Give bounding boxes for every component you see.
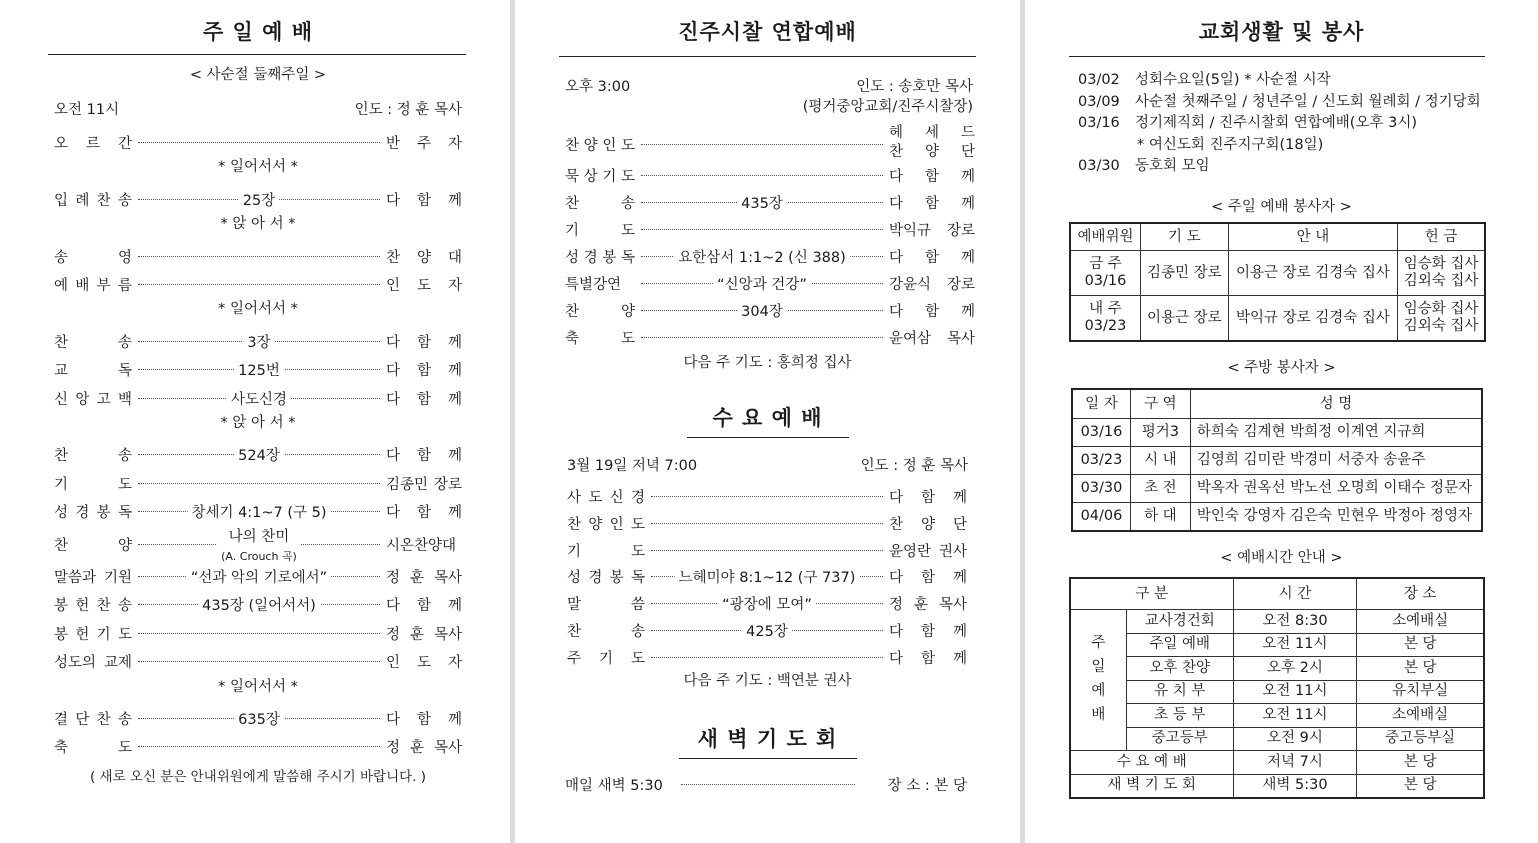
order-person: 다 함 께 — [889, 490, 967, 506]
order-person: 다 함 께 — [386, 505, 462, 522]
table-row: 03/16 평거3 하희숙 김계현 박희정 이계연 지규희 — [1073, 419, 1482, 447]
wednesday-title: 수 요 예 배 — [712, 406, 823, 430]
order-label: 찬 양 — [565, 304, 635, 320]
order-detail: 3장 — [243, 331, 274, 352]
sunday-subtitle: < 사순절 둘째주일 > — [189, 67, 327, 83]
order-detail: 435장 (일어서서) — [198, 594, 320, 615]
order-detail: 느헤미야 8:1~12 (구 737) — [675, 566, 860, 587]
order-detail: 304장 — [737, 300, 787, 321]
kitchen-header: 구 역 — [1130, 390, 1190, 419]
order-item — [54, 356, 462, 378]
order-label: 말씀과 기원 — [54, 570, 132, 586]
table-row: 유 치 부 오전 11시 유치부실 — [1071, 680, 1484, 704]
order-person: 헤 세 드 찬 양 단 — [889, 125, 975, 160]
posture-heading: * 앉 아 서 * — [220, 415, 296, 431]
order-person: 김종민 장로 — [386, 476, 462, 493]
table-row — [1071, 251, 1485, 296]
order-detail: 사도신경 — [227, 388, 291, 409]
order-person: 다 함 께 — [889, 169, 975, 185]
table-row: 수 요 예 배 저녁 7시 본 당 — [1071, 751, 1484, 775]
order-person: 다 함 께 — [386, 363, 462, 380]
order-person: 다 함 께 — [386, 334, 462, 351]
leader-dots — [681, 784, 855, 785]
leader-dots — [651, 657, 883, 658]
order-label: 예 배 부 름 — [54, 278, 132, 294]
order-person: 다 함 께 — [889, 624, 967, 640]
title-underline — [48, 54, 466, 55]
order-detail: 창세기 4:1~7 (구 5) — [187, 501, 330, 522]
order-item — [565, 216, 975, 238]
volunteers-title: < 주일 예배 봉사자 > — [1211, 199, 1352, 215]
order-label: 특별강연 — [565, 277, 622, 293]
table-row: 중고등부 오전 9시 중고등부실 — [1071, 727, 1484, 751]
order-label: 주 기 도 — [567, 650, 645, 667]
order-label: 찬 송 — [54, 334, 132, 351]
church-life-title: 교회생활 및 봉사 — [1198, 20, 1365, 44]
order-detail: “선과 악의 기로에서” — [187, 566, 331, 587]
leader-dots — [641, 144, 883, 145]
order-item — [54, 733, 462, 755]
leader-dots — [641, 175, 883, 176]
guide-cell: 이용근 장로 김경숙 집사 — [1228, 251, 1398, 296]
sunday-title: 주 일 예 배 — [202, 20, 314, 44]
sunday-leader: 인도 : 정 훈 목사 — [354, 102, 462, 118]
union-service-panel — [515, 0, 1020, 843]
order-person: 다 함 께 — [889, 304, 975, 320]
order-label: 묵 상 기 도 — [565, 169, 635, 185]
union-leader-sub: (평거중앙교회/진주시찰장) — [802, 99, 973, 115]
order-label: 신 앙 고 백 — [54, 391, 132, 408]
table-row: 03/30 초 전 박옥자 권옥선 박노선 오명희 이태수 정문자 — [1073, 475, 1482, 503]
prayer-cell: 이용근 장로 — [1140, 296, 1228, 341]
title-underline — [559, 56, 976, 57]
order-person: 정 훈 목사 — [386, 570, 462, 586]
sunday-service-panel — [0, 0, 510, 843]
order-label: 기 도 — [54, 476, 132, 493]
leader-dots — [138, 142, 380, 143]
order-label: 성도의 교제 — [54, 655, 132, 672]
posture-heading: * 일어서서 * — [218, 678, 298, 695]
order-item — [567, 617, 967, 639]
order-item — [54, 591, 462, 613]
order-detail: 나의 찬미 (A. Crouch 곡) — [217, 525, 301, 564]
order-detail: “신앙과 건강” — [713, 273, 811, 294]
kitchen-header: 일 자 — [1073, 390, 1131, 419]
union-title: 진주시찰 연합예배 — [678, 20, 857, 44]
order-label: 성 경 봉 독 — [567, 570, 645, 587]
order-person: 윤여삼 목사 — [889, 331, 975, 347]
schedule-title: < 예배시간 안내 > — [1220, 550, 1343, 566]
wednesday-time: 3월 19일 저녁 7:00 — [567, 458, 698, 474]
wednesday-leader: 인도 : 정 훈 목사 — [860, 458, 968, 474]
order-item — [54, 328, 462, 350]
order-item — [567, 483, 967, 505]
event-date: 03/02 — [1078, 72, 1120, 88]
title-underline — [1069, 56, 1485, 57]
order-detail: 요한삼서 1:1~2 (신 388) — [674, 246, 850, 267]
order-label: 축 도 — [54, 740, 132, 757]
leader-dots — [138, 661, 380, 662]
order-person: 다 함 께 — [386, 192, 462, 209]
order-label: 송 영 — [54, 249, 132, 266]
order-item — [54, 563, 462, 585]
order-item — [54, 271, 462, 293]
table-row: 04/06 하 대 박인숙 강영자 김은숙 민현우 박정아 정영자 — [1073, 503, 1482, 531]
order-label: 봉 헌 기 도 — [54, 626, 132, 643]
event-text: 사순절 첫째주일 / 청년주일 / 신도회 월례회 / 정기당회 — [1135, 93, 1481, 110]
order-person: 다 함 께 — [386, 598, 462, 615]
volunteers-table — [1070, 223, 1485, 341]
dawn-underline — [679, 758, 857, 759]
order-person: 다 함 께 — [386, 712, 462, 728]
order-detail: 125번 — [234, 359, 284, 380]
kitchen-title: < 주방 봉사자 > — [1227, 360, 1336, 376]
order-item — [565, 243, 975, 265]
order-person: 찬 양 단 — [889, 516, 967, 533]
volunteers-header: 헌 금 — [1398, 224, 1485, 251]
volunteers-header: 안 내 — [1228, 224, 1398, 251]
order-item — [565, 162, 975, 184]
order-item — [565, 189, 975, 211]
table-row — [1071, 296, 1485, 341]
order-label: 교 독 — [54, 363, 132, 380]
order-detail: 435장 — [737, 192, 787, 213]
guide-cell: 박익규 장로 김경숙 집사 — [1228, 296, 1398, 341]
order-person: 반 주 자 — [386, 136, 462, 152]
order-item — [567, 644, 967, 666]
order-label: 찬 양 — [54, 537, 132, 554]
order-item — [565, 270, 975, 292]
order-detail: 635장 — [234, 708, 284, 729]
order-item — [54, 620, 462, 642]
order-item — [54, 648, 462, 670]
leader-dots — [138, 746, 380, 747]
leader-dots — [651, 550, 883, 551]
union-leader: 인도 : 송호만 목사 — [856, 79, 973, 95]
event-date: 03/09 — [1078, 93, 1120, 110]
dawn-row — [565, 771, 967, 793]
event-text: * 여신도회 진주지구회(18일) — [1137, 136, 1324, 153]
order-item — [54, 470, 462, 492]
order-person: 인 도 자 — [386, 278, 462, 294]
table-row: 새 벽 기 도 회 새벽 5:30 본 당 — [1071, 774, 1484, 798]
order-item — [54, 243, 462, 265]
church-life-panel — [1025, 0, 1538, 843]
order-item — [54, 705, 462, 727]
schedule-table — [1070, 578, 1484, 798]
event-date: 03/16 — [1078, 115, 1120, 131]
order-person: 박익규 장로 — [889, 223, 975, 239]
wednesday-next-prayer: 다음 주 기도 : 백연분 권사 — [683, 673, 852, 689]
dawn-label: 매일 새벽 5:30 — [565, 778, 663, 794]
leader-dots — [138, 256, 380, 257]
order-person: 다 함 께 — [386, 448, 462, 465]
order-label: 기 도 — [565, 223, 635, 239]
order-item — [565, 297, 975, 319]
prayer-cell: 김종민 장로 — [1140, 251, 1228, 296]
order-label: 찬 송 — [565, 196, 635, 212]
offering-cell: 임승화 집사 김외숙 집사 — [1398, 251, 1485, 296]
leader-dots — [138, 284, 380, 285]
newcomer-note: ( 새로 오신 분은 안내위원에게 말씀해 주시기 바랍니다. ) — [89, 769, 427, 785]
order-item — [565, 125, 975, 160]
volunteers-header: 예배위원 — [1071, 224, 1141, 251]
order-person: 정 훈 목사 — [889, 597, 967, 614]
order-person: 정 훈 목사 — [386, 626, 462, 643]
order-label: 사 도 신 경 — [567, 490, 645, 506]
leader-dots — [641, 229, 883, 230]
order-person: 다 함 께 — [889, 570, 967, 587]
order-label: 성 경 봉 독 — [54, 505, 132, 522]
kitchen-header: 성 명 — [1190, 390, 1481, 419]
order-person: 다 함 께 — [889, 650, 967, 667]
order-item — [565, 324, 975, 346]
order-item — [567, 563, 967, 585]
posture-heading: * 일어서서 * — [218, 301, 298, 318]
order-label: 입 례 찬 송 — [54, 192, 132, 209]
wednesday-underline — [687, 437, 849, 438]
order-item — [567, 537, 967, 559]
order-label: 기 도 — [567, 543, 645, 560]
week-cell: 내 주 03/23 — [1071, 296, 1141, 341]
table-row: 주일 예배 오전 11시 본 당 — [1071, 633, 1484, 657]
order-detail: 425장 — [742, 620, 792, 641]
schedule-header: 시 간 — [1233, 579, 1357, 610]
posture-heading: * 앉 아 서 * — [220, 216, 296, 233]
order-item — [54, 498, 462, 520]
order-item — [567, 510, 967, 532]
event-text: 동호회 모임 — [1135, 158, 1210, 174]
event-date: 03/30 — [1078, 158, 1120, 174]
schedule-header: 구 분 — [1071, 579, 1234, 610]
order-label: 축 도 — [565, 331, 635, 347]
volunteers-header: 기 도 — [1140, 224, 1228, 251]
order-label: 찬 송 — [567, 624, 645, 640]
week-cell: 금 주 03/16 — [1071, 251, 1141, 296]
table-row: 초 등 부 오전 11시 소예배실 — [1071, 704, 1484, 728]
offering-cell: 임승화 집사 김외숙 집사 — [1398, 296, 1485, 341]
order-person: 인 도 자 — [386, 655, 462, 672]
order-person: 다 함 께 — [386, 391, 462, 408]
sunday-time: 오전 11시 — [54, 102, 120, 118]
order-person: 시온찬양대 — [386, 537, 457, 554]
event-text: 정기제직회 / 진주시찰회 연합예배(오후 3시) — [1135, 115, 1417, 131]
order-label: 찬 양 인 도 — [565, 138, 635, 154]
leader-dots — [651, 496, 883, 497]
leader-dots — [651, 523, 883, 524]
order-person: 다 함 께 — [889, 196, 975, 212]
leader-dots — [138, 483, 380, 484]
order-person: 다 함 께 — [889, 250, 975, 266]
event-text: 성회수요일(5일) * 사순절 시작 — [1135, 72, 1331, 88]
leader-dots — [138, 633, 380, 634]
order-item — [54, 385, 462, 407]
order-detail: 524장 — [234, 444, 284, 465]
order-label: 오 르 간 — [54, 136, 132, 152]
kitchen-table — [1072, 389, 1482, 531]
order-label: 성 경 봉 독 — [565, 250, 635, 266]
union-time: 오후 3:00 — [565, 79, 631, 95]
order-item — [54, 129, 462, 151]
order-label: 봉 헌 찬 송 — [54, 598, 132, 615]
order-detail: 25장 — [239, 189, 279, 210]
order-detail: “광장에 모여” — [718, 593, 816, 614]
group-cell: 주 일 예 배 — [1071, 610, 1127, 751]
order-item — [567, 590, 967, 612]
order-item — [54, 528, 462, 563]
order-person: 정 훈 목사 — [386, 740, 462, 757]
order-label: 결 단 찬 송 — [54, 712, 132, 728]
schedule-header: 장 소 — [1357, 579, 1484, 610]
order-person: 윤영란 권사 — [889, 543, 967, 560]
table-row: 03/23 시 내 김영희 김미란 박경미 서중자 송윤주 — [1073, 447, 1482, 475]
order-person: 강윤식 장로 — [889, 277, 975, 293]
order-label: 찬 양 인 도 — [567, 516, 645, 533]
order-person: 찬 양 대 — [386, 249, 462, 266]
order-label: 찬 송 — [54, 448, 132, 465]
union-next-prayer: 다음 주 기도 : 홍희정 집사 — [683, 355, 852, 371]
table-row: 오후 찬양 오후 2시 본 당 — [1071, 657, 1484, 681]
table-row: 주 일 예 배 교사경건회 오전 8:30 소예배실 — [1071, 610, 1484, 634]
dawn-title: 새 벽 기 도 회 — [697, 727, 838, 751]
order-item — [54, 441, 462, 463]
leader-dots — [641, 337, 883, 338]
dawn-place: 장 소 : 본 당 — [887, 778, 967, 794]
order-item — [54, 186, 462, 208]
order-label: 말 씀 — [567, 597, 645, 614]
posture-heading: * 일어서서 * — [218, 159, 298, 176]
